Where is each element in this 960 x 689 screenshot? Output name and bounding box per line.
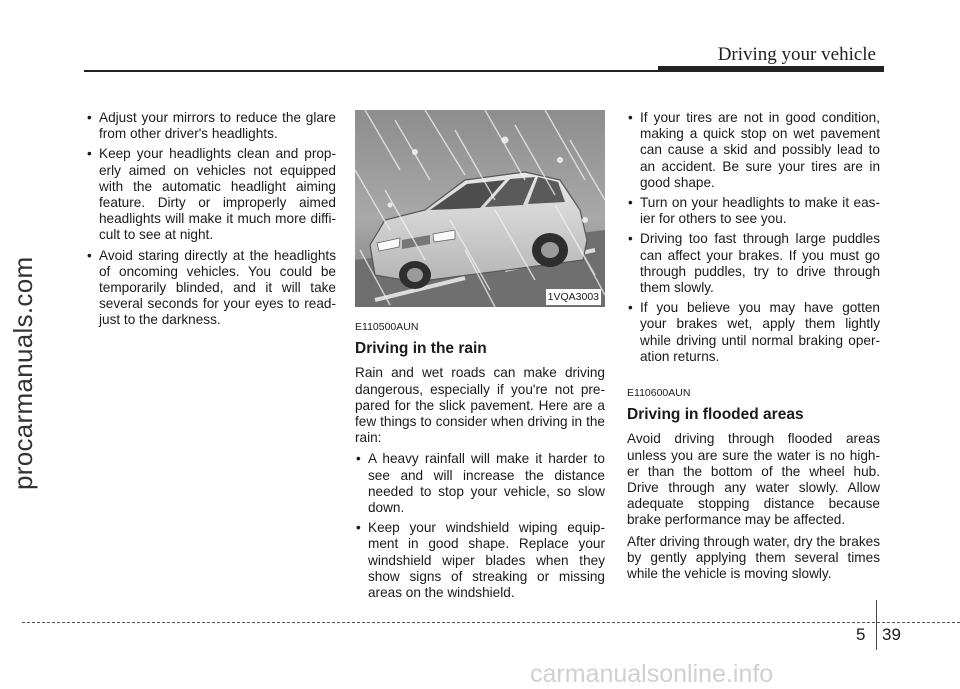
list-item: • Adjust your mirrors to reduce the glare from other driver's headlights.	[86, 110, 336, 142]
section-heading: Driving in flooded areas	[627, 406, 804, 424]
chapter-number: 5	[856, 625, 866, 644]
section-heading: Driving in the rain	[355, 340, 487, 358]
side-watermark: procarmanuals.com	[8, 256, 38, 490]
list-item: • Driving too fast through large puddles can affect your brakes. If you must go through puddles, try to drive through them slowly.	[627, 231, 880, 296]
bottom-watermark: carmanualsonline.info	[530, 660, 774, 688]
list-item: • Keep your headlights clean and prop-erly aimed on vehicles not equipped with the automatic headlight aiming feature. Dirty or improperly aimed headlights will make it much more diffi-cult to see at night.	[86, 146, 336, 243]
list-item: • If you believe you may have gotten your brakes wet, apply them lightly while driving until normal braking oper-ation returns.	[627, 300, 880, 365]
bullet-list	[86, 110, 336, 329]
list-item: • A heavy rainfall will make it harder to see and will increase the distance needed to stop your vehicle, so slow down.	[355, 451, 605, 516]
section-intro: Rain and wet roads can make driving dangerous, especially if you're not pre-pared for the slick pavement. Here are a few things to consider when driving in the rain:	[355, 365, 605, 446]
column-2	[355, 110, 605, 605]
list-item: • Turn on your headlights to make it eas-ier for others to see you.	[627, 195, 880, 227]
rain-car-image	[355, 110, 605, 307]
header-title: Driving your vehicle	[717, 44, 876, 65]
list-item: • Avoid staring directly at the headlights of oncoming vehicles. You could be temporarily blinded, and it will take several seconds for your eyes to read-just to the darkness.	[86, 248, 336, 329]
figure-label: 1VQA3003	[546, 289, 601, 305]
page-number: 39	[882, 625, 901, 644]
header-rule-accent	[658, 66, 884, 72]
bullet-list	[627, 110, 880, 365]
page-number-separator	[876, 600, 877, 650]
list-item: • Keep your windshield wiping equip-ment in good shape. Replace your windshield wiper blades when they show signs of streaking or missing areas on the windshield.	[355, 520, 605, 601]
section-code: E110600AUN	[627, 387, 691, 400]
paragraph: Avoid driving through flooded areas unless you are sure the water is no high-er than the bottom of the wheel hub. Drive through any water slowly. Allow adequate stopping distance because brake performance may be affected.	[627, 431, 880, 528]
footer-rule	[22, 622, 960, 623]
column-1	[86, 110, 336, 333]
bullet-list	[355, 451, 605, 601]
section-code: E110500AUN	[355, 321, 419, 333]
paragraph: After driving through water, dry the brakes by gently applying them several times while the vehicle is moving slowly.	[627, 533, 880, 582]
column-3	[627, 110, 880, 587]
list-item: • If your tires are not in good condition, making a quick stop on wet pavement can cause a skid and possibly lead to an accident. Be sure your tires are in good shape.	[627, 110, 880, 191]
rain-car-illustration	[355, 110, 605, 307]
